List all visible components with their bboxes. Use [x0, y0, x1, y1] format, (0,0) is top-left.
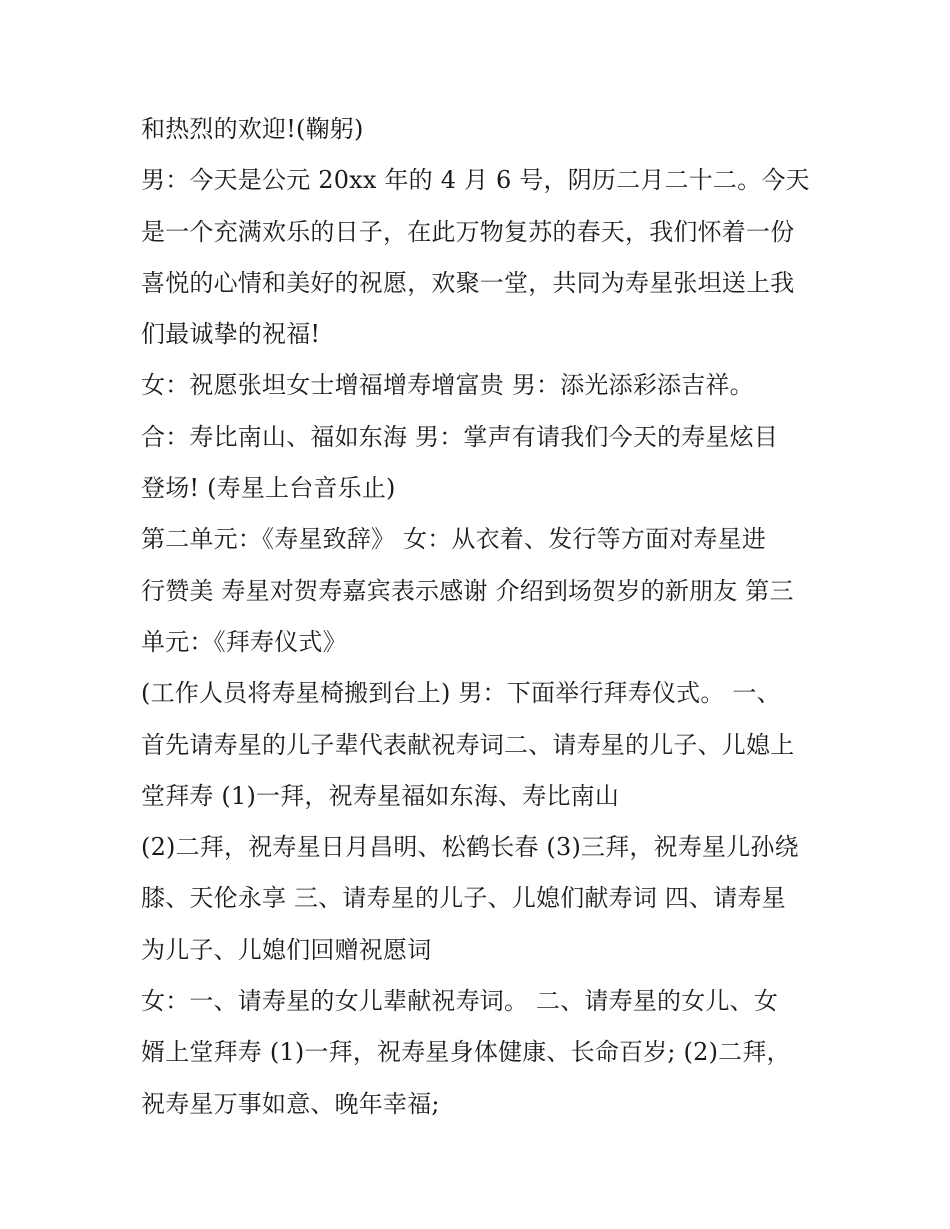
text-line: 喜悦的心情和美好的祝愿，欢聚一堂，共同为寿星张坦送上我: [141, 268, 795, 297]
text-line: 是一个充满欢乐的日子，在此万物复苏的春天，我们怀着一份: [141, 217, 795, 246]
document-body: [141, 104, 841, 1130]
text-line: 登场! (寿星上台音乐止): [141, 474, 396, 503]
text-line: 行赞美 寿星对贺寿嘉宾表示感谢 介绍到场贺岁的新朋友 第三: [141, 576, 794, 605]
text-line: (2)二拜，祝寿星日月昌明、松鹤长春 (3)三拜，祝寿星儿孙绕: [141, 833, 799, 862]
text-line: (工作人员将寿星椅搬到台上) 男：下面举行拜寿仪式。 一、: [141, 679, 781, 708]
text-line: 为儿子、儿媳们回赠祝愿词: [141, 935, 432, 964]
text-line: 首先请寿星的儿子辈代表献祝寿词二、请寿星的儿子、儿媳上: [141, 730, 795, 759]
text-line: 男：今天是公元 20xx 年的 4 月 6 号，阴历二月二十二。今天: [141, 166, 810, 195]
text-line: 女：一、请寿星的女儿辈献祝寿词。 二、请寿星的女儿、女: [141, 987, 779, 1016]
text-line: 堂拜寿 (1)一拜，祝寿星福如东海、寿比南山: [141, 781, 620, 810]
text-line: 们最诚挚的祝福!: [141, 320, 321, 349]
text-line: 合：寿比南山、福如东海 男：掌声有请我们今天的寿星炫目: [141, 422, 779, 451]
text-line: 女：祝愿张坦女士增福增寿增富贵 男：添光添彩添吉祥。: [141, 371, 754, 400]
text-line: 和热烈的欢迎!(鞠躬): [141, 115, 364, 143]
text-line: 单元：《拜寿仪式》: [141, 627, 347, 656]
text-line: 膝、天伦永享 三、请寿星的儿子、儿媳们献寿词 四、请寿星: [141, 884, 786, 913]
text-line: 祝寿星万事如意、晚年幸福;: [141, 1089, 440, 1118]
text-line: 婿上堂拜寿 (1)一拜，祝寿星身体健康、长命百岁; (2)二拜，: [141, 1038, 791, 1067]
text-line: 第二单元：《寿星致辞》 女：从衣着、发行等方面对寿星进: [141, 525, 767, 554]
